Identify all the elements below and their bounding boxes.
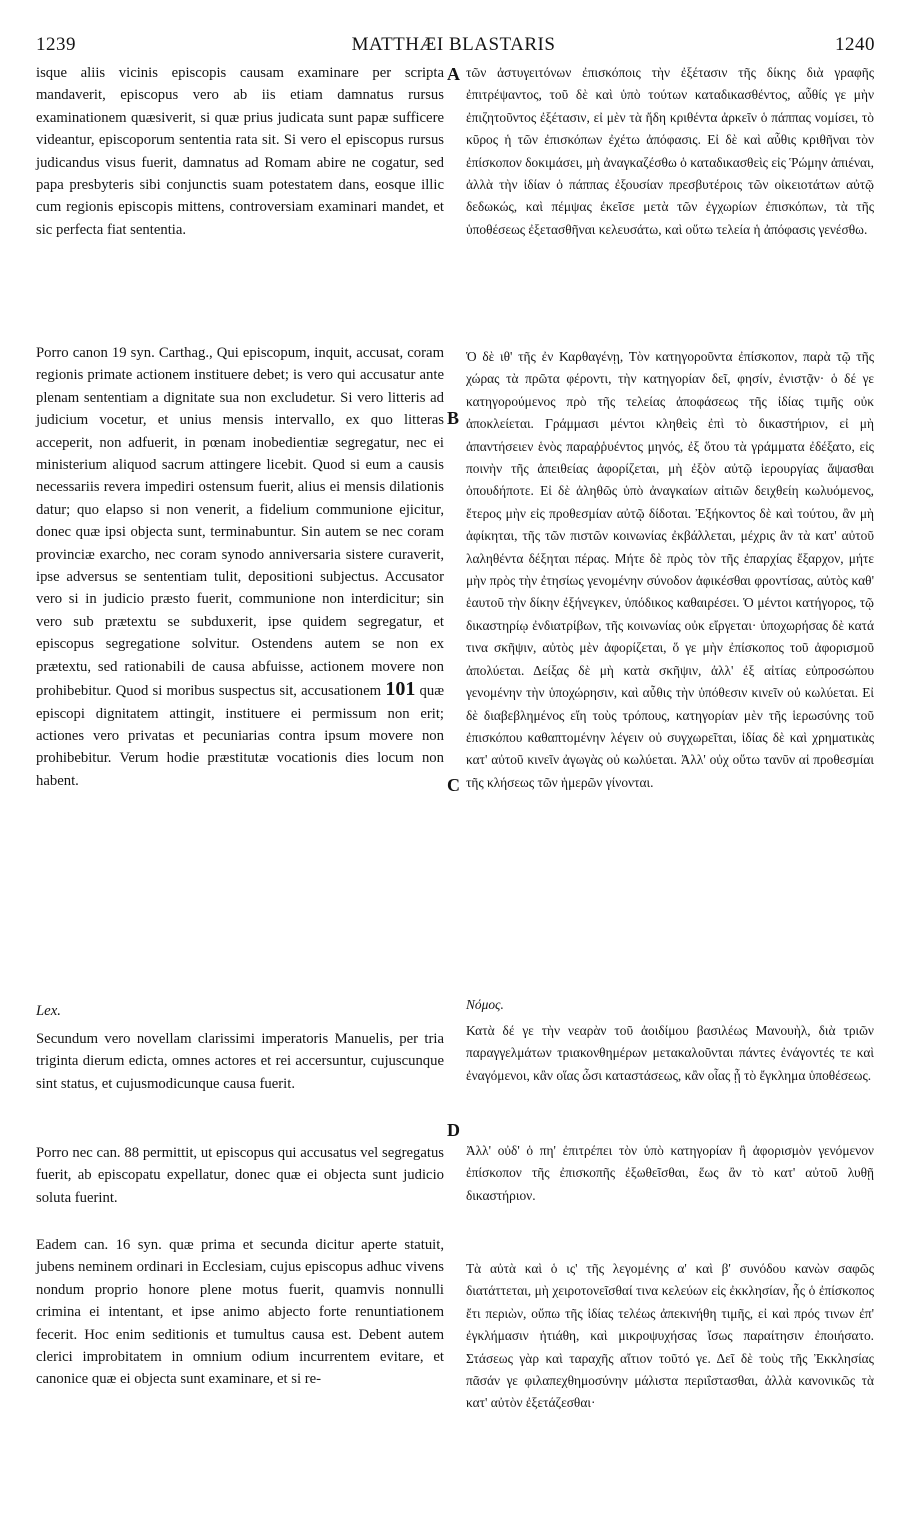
latin-paragraph-5	[36, 1234, 444, 1391]
greek-paragraph-3	[466, 1020, 874, 1087]
greek-paragraph-4	[466, 1140, 874, 1207]
latin-paragraph-2-main: Porro canon 19 syn. Carthag., Qui episcopum, inquit, accusat, coram regionis primate actionem instituere debet; is vero qui accusatur ante plenam sententiam a dignitate sua non excludetur. Si vero litteris ad judicium vocetur, et unius mensis intervallo, ex quo litteras acceperit, non adfuerit, in pœnam inobedientiæ segregatur, nec ei ministerium aliquod sacrum attingere licebit. Quod si eum a causis necessariis revera impediri ostensum fuerit, alius ei mensis dilationis datur; quo elapso si non venerit, a fidelium communione ejicitur, donec quæ ipsi objecta sunt, terminabuntur. Sin autem se nec coram provinciæ exarcho, nec coram synodo anniversaria sistere curaverit, ipse adversus se sententiam tulit, depositioni subjectus. Accusator vero si in judicio præsto fuerit, communione non interdicitur; sin vero sub prætextu se subduxerit, ipse quidem segregatur, et episcopus segregatione solvitur. Ostendens autem se non ex prætextu, sed rationabili de causa abfuisse, actionem movere non prohibebitur. Quod si moribus suspectus sit, accusationem	[36, 345, 444, 700]
latin-paragraph-3-text: Secundum vero novellam clarissimi imperatoris Manuelis, per tria triginta dierum edicta, omnes actores et rei accersuntur, cujuscunque sint status, et cujusmodicunque causa fuerit.	[36, 1031, 444, 1092]
latin-paragraph-5-text: Eadem can. 16 syn. quæ prima et secunda dicitur aperte statuit, jubens neminem ordinari in Ecclesiam, cujus episcopus adhuc vivens nondum proprio honore plene motus fuerit, quamvis nonnulli crimina ei intentant, et ipse animo abjecto forte renuntiationem fecerit. Hoc enim seditionis et tumultus causa est. Debent autem clerici improbitatem in omnium odium incurrentem evitare, et canonice quæ ei objecta sunt examinare, et si re-	[36, 1237, 444, 1388]
greek-paragraph-5-text: Τὰ αὐτὰ καὶ ὁ ις' τῆς λεγομένης α' καὶ β' συνόδου κανὼν σαφῶς διατάττεται, μὴ χειροτονεῖσθαί τινα κελεύων εἰς ἐκκλησίαν, ἧς ὁ ἐπίσκοπος ἔτι περιὼν, οὔπω τῆς ἰδίας τελέως ἀπεκινήθη τιμῆς, εἰ καὶ πρός τινων ἐπ' ἐγκλήμασιν ἠτιάθη, καὶ μικροψυχήσας ἴσως παραίτησιν ἐποιήσατο. Στάσεως γὰρ καὶ ταραχῆς αἴτιον τοῦτό γε. Δεῖ δὲ τοὺς τῆς Ἐκκλησίας πᾶσάν γε φιλαπεχθημοσύνην μάλιστα περιΐστασθαι, ἀλλὰ κανονικῶς τὰ κατ' αὐτὸν ἐξετάζεσθαι·	[466, 1261, 874, 1411]
latin-paragraph-2-end: quæ episcopi dignitatem attingit, instituere ei permissum non erit; actiones vero privatas et pecuniarias contra ipsum movere non prohibebitur. Verum hodie præstitutæ vocationis dies locum non habent.	[36, 683, 445, 789]
latin-paragraph-4-text: Porro nec can. 88 permittit, ut episcopus qui accusatus vel segregatus fuerit, ab episcopatu expellatur, donec quæ ei objecta sunt judicio soluta fuerint.	[36, 1145, 444, 1206]
greek-paragraph-2	[466, 346, 874, 794]
latin-paragraph-2	[36, 342, 444, 792]
greek-paragraph-1	[466, 62, 874, 241]
lex-heading: Lex.	[36, 1003, 61, 1019]
margin-letter-c: C	[447, 775, 460, 795]
left-page-number: 1239	[36, 34, 76, 55]
latin-paragraph-3	[36, 1028, 444, 1095]
latin-paragraph-1	[36, 62, 444, 241]
latin-paragraph-1-text: isque aliis vicinis episcopis causam examinare per scripta mandaverit, episcopus vero ab iis etiam damnatus rursus examinationem quæsiverit, si quæ prius judicata sunt papæ sufficere videantur, episcoporum sententia rata sit. Si vero el episcopus rursus judicandus visus fuerit, damnatus ad Romam abire ne cogatur, sed papa presbyteris sibi conjunctis suam potestatem dans, eosque illic cum regionis episcopis mittens, controversiam examinari mandet, et sic perfecta fiat sententia.	[36, 65, 444, 238]
greek-paragraph-4-text: Ἀλλ' οὐδ' ὁ πη' ἐπιτρέπει τὸν ὑπὸ κατηγορίαν ἢ ἀφορισμὸν γενόμενον ἐπίσκοπον τῆς ἐπισκοπῆς ἐξωθεῖσθαι, ἕως ἂν τὸ κατ' αὐτοῦ λυθῇ δικαστήριον.	[466, 1143, 874, 1203]
greek-paragraph-5	[466, 1258, 874, 1415]
column-number-101: 101	[385, 678, 416, 701]
margin-letter-d: D	[447, 1120, 460, 1140]
greek-paragraph-2-text: Ὁ δὲ ιθ' τῆς ἐν Καρθαγένῃ, Τὸν κατηγοροῦντα ἐπίσκοπον, παρὰ τῷ τῆς χώρας τὰ πρῶτα φέροντι, τὴν κατηγορίαν δεῖ, φησίν, ἐνιστᾷν· ὁ δέ γε κατηγορούμενος πρὸ τῆς τελείας ἀποφάσεως τῆς ἰδίας τιμῆς οὐκ ἀποκλείεται. Γράμμασι μέντοι κληθεὶς ἐπὶ τὸ δικαστήριον, εἰ μὴ ἀπαντήσειεν ἑνὸς παραῤῥυέντος μηνός, ἐξ ὅτου τὰ γράμματα ἐδέξατο, εἰς ποινὴν τῆς ἀπειθείας ἀφορίζεται, μὴ ἐξὸν αὐτῷ ἱερουργίας ἅψασθαι ὁπουδήποτε. Εἰ δὲ ἀληθῶς ὑπὸ ἀναγκαίων αἰτιῶν δειχθείη κωλυόμενος, ἕτερος μὴν εἰς προθεσμίαν αὐτῷ δίδοται. Ἐξήκοντος δὲ καὶ τούτου, ἂν μὴ ἀφίκηται, τῆς τῶν πιστῶν κοινωνίας ἐκβάλλεται, μέχρις ἂν τὰ κατ' αὐτοῦ λαληθέντα δέξηται πέρας. Μήτε δὲ πρὸς τὸν τῆς ἐπαρχίας ἔξαρχον, μήτε μὴν πρὸς τὴν ἐτησίως γενομένην σύνοδον ἀφικέσθαι φροντίσας, αὐτὸς καθ' ἑαυτοῦ τὴν δίκην ἐξήνεγκεν, ὑπόδικος καθαιρέσει. Ὁ μέντοι κατήγορος, τῷ δικαστηρίῳ ἐνδιατρίβων, τῆς κοινωνίας οὐκ εἴργεται· ὑποχωρήσας δὲ κατά τινα σκῆψιν, αὐτὸς μὲν ἀφορίζεται, ὅ γε μὴν ἐπίσκοπος τοῦ ἀφορισμοῦ ἀπολύεται. Δείξας δὲ μὴ κατὰ σκῆψιν, ἀλλ' ἐξ αἰτίας εὐπροσώπου γενομένην τὴν ὑποχώρησιν, καὶ αὖθις τὴν ὑπόθεσιν κινεῖν οὐ κωλύεται. Εἰ δὲ διαβεβλημένος εἴη τοὺς τρόπους, κατηγορίαν μὲν τῆς ἱερωσύνης τοῦ ἐπισκόπου καθαπτομένην λέγειν οὐ συγχωρεῖται, ἰδίας δὲ καὶ χρηματικὰς κατ' αὐτοῦ κινεῖν ἀγωγὰς οὐ κωλύεται. Ἀλλ' οὐχ οὕτω τανῦν αἱ προθεσμίαι τῆς κλήσεως τῶν ἡμερῶν γίνονται.	[466, 349, 874, 790]
margin-letter-a: A	[447, 64, 460, 84]
latin-paragraph-2-text	[36, 342, 444, 792]
right-page-number: 1240	[835, 34, 875, 55]
running-title: MATTHÆI BLASTARIS	[351, 34, 556, 55]
nomos-heading: Νόμος.	[466, 997, 504, 1012]
greek-paragraph-3-text: Κατὰ δέ γε τὴν νεαρὰν τοῦ ἀοιδίμου βασιλέως Μανουὴλ, διὰ τριῶν παραγγελμάτων τριακονθημέρων μετακαλοῦνται πάντες ἐνάγοντές τε καὶ ἐναγόμενοι, κἂν οἵας ὦσι καταστάσεως, κἂν οἷας ᾖ τὸ ἔγκλημα ὑποθέσεως.	[466, 1023, 874, 1083]
latin-paragraph-4	[36, 1142, 444, 1209]
greek-paragraph-1-text: τῶν ἀστυγειτόνων ἐπισκόποις τὴν ἐξέτασιν τῆς δίκης διὰ γραφῆς ἐπιτρέψαντος, τοῦ δὲ καὶ ὑπὸ τούτων καταδικασθέντος, αὖθίς γε μὴν ἐπιζητοῦντος ἐξέτασιν, εἰ μὲν τὰ ἤδη κριθέντα ἀρκεῖν ὁ πάππας νομίσει, τὸ κῦρος ἡ τῶν ἐπισκόπων ἐχέτω ἀπόφασις. Εἰ δὲ καὶ αὖθις κριθῆναι τὸν ἐπίσκοπον δοκιμάσει, μὴ ἀναγκαζέσθω ὁ καταδικασθεὶς εἰς Ῥώμην ἀπιέναι, ἀλλὰ τὴν ἰδίαν ὁ πάππας ἐξουσίαν πρεσβυτέροις τῶν οἰκειοτάτων αὐτῷ δεδωκώς, καὶ πέμψας ἐκεῖσε μετὰ τῶν ἐγχωρίων ἐπισκόπων, τὰ τῆς ὑποθέσεως ἐξετασθῆναι κελευσάτω, καὶ οὕτω τελεία ἡ ἀπόφασις γενέσθω.	[466, 65, 874, 237]
margin-letter-b: B	[447, 408, 460, 428]
